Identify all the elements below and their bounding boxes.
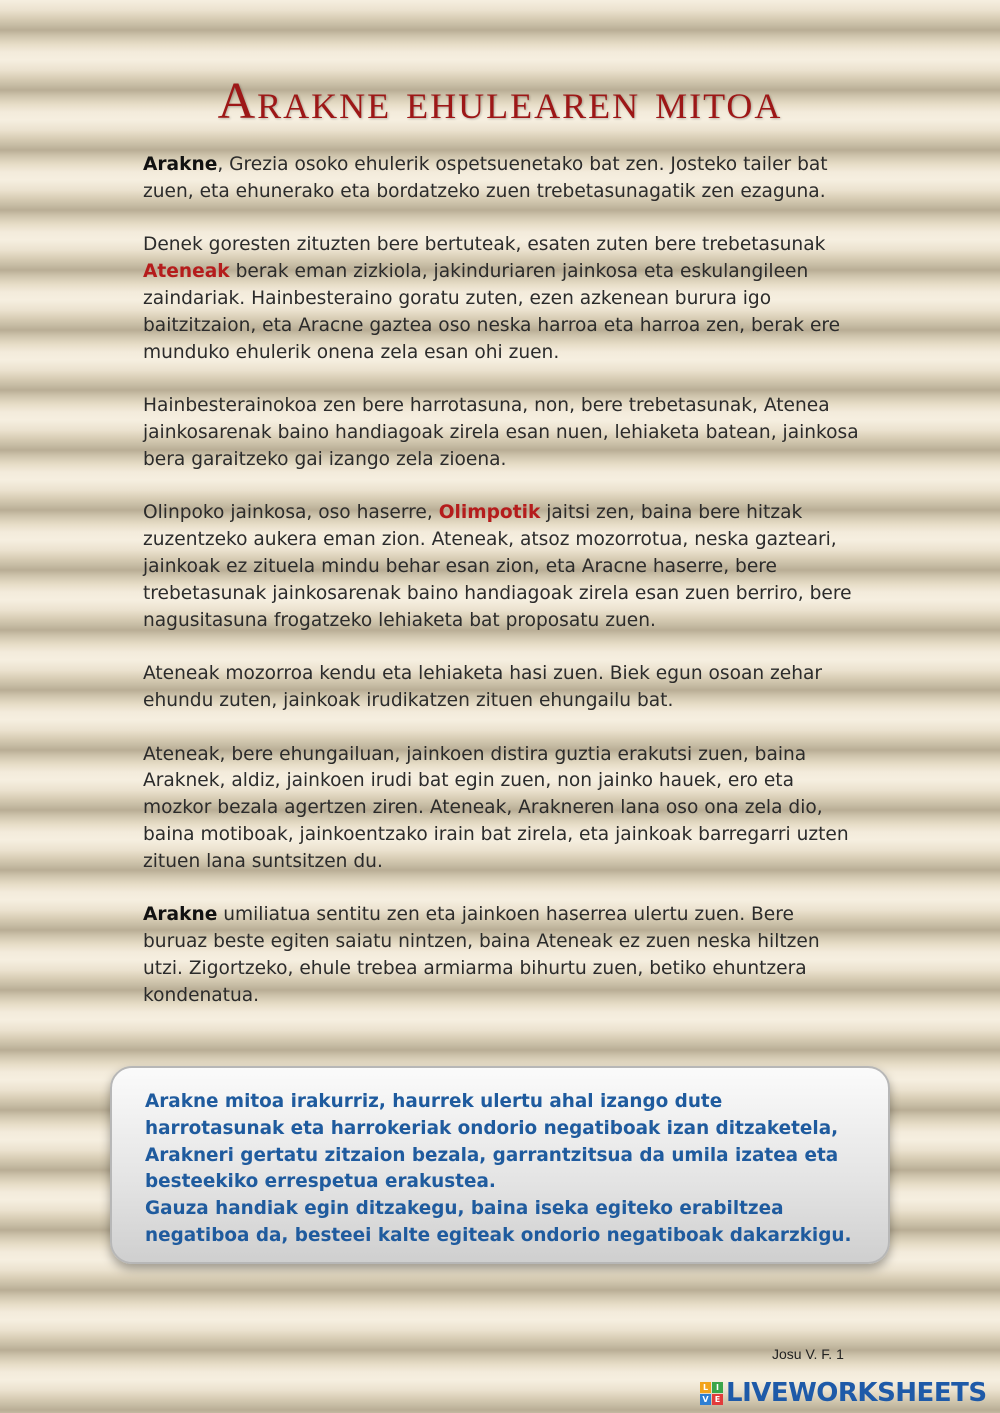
moral-line-2: Gauza handiak egin ditzakegu, baina iseka egiteko erabiltzea negatiboa da, besteei kalte egiteak ondorio negatiboak dakarzkigu.: [145, 1198, 852, 1246]
paragraph-2-text-a: Denek goresten zituzten bere bertuteak, esaten zuten bere trebetasunak: [143, 234, 826, 256]
paragraph-4-text-b: jaitsi zen, baina bere hitzak zuzentzeko aukera eman zion. Ateneak, atsoz mozorrotua, neska gazteari, jainkoak ez zituela mindu behar esan zion, eta Aracne haserre, bere trebetasunak jainkosarenak baino handiagoak zirela esan zuen berriro, bere nagusitasuna frogatzeko lehiaketa bat proposatu zuen.: [143, 502, 852, 631]
logo-letter-l: L: [700, 1382, 711, 1393]
page-title: Arakne ehulearen mitoa: [217, 73, 783, 130]
name-arakne: Arakne: [143, 154, 218, 175]
liveworksheets-logo-icon: [700, 1382, 723, 1405]
logo-letter-i: I: [712, 1382, 723, 1393]
name-arakne-2: Arakne: [143, 904, 218, 926]
liveworksheets-brand-text: LIVEWORKSHEETS: [726, 1378, 987, 1408]
paragraph-5-text: Ateneak mozorroa kendu eta lehiaketa hasi zuen. Biek egun osoan zehar ehundu zuten, jainkoak irudikatzen zituen ehungailu bat.: [143, 663, 823, 711]
moral-box: [110, 1066, 890, 1264]
paragraph-4: [143, 500, 861, 634]
paragraph-7: [143, 902, 861, 1009]
author-credit: Josu V. F. 1: [772, 1346, 844, 1362]
paragraph-3: [143, 393, 861, 473]
liveworksheets-logo[interactable]: [700, 1378, 987, 1408]
paragraph-2: [143, 232, 861, 366]
story-text: [143, 152, 861, 1036]
logo-letter-v: V: [700, 1394, 711, 1405]
paragraph-1: [143, 152, 861, 206]
name-olimpotik: Olimpotik: [438, 502, 541, 524]
paragraph-6: [143, 742, 861, 876]
logo-letter-e: E: [712, 1394, 723, 1405]
paragraph-5: [143, 661, 861, 715]
moral-line-1: Arakne mitoa irakurriz, haurrek ulertu ahal izango dute harrotasunak eta harrokeriak ondorio negatiboak izan ditzaketela, Arakneri gertatu zitzaion bezala, garrantzitsua da umila izatea eta besteekiko errespetua erakustea.: [145, 1091, 839, 1193]
paragraph-2-text-b: berak eman zizkiola, jakinduriaren jainkosa eta eskulangileen zaindariak. Hainbesteraino goratu zuten, ezen azkenean burura igo baitzitzaion, eta Aracne gaztea oso neska harroa eta harroa zen, berak ere munduko ehulerik onena zela esan ohi zuen.: [143, 261, 841, 363]
paragraph-1-text: , Grezia osoko ehulerik ospetsuenetako bat zen. Josteko tailer bat zuen, eta ehunerako eta bordatzeko zuen trebetasunagatik zen ezaguna.: [143, 154, 828, 202]
name-ateneak: Ateneak: [143, 261, 230, 283]
paragraph-4-text-a: Olinpoko jainkosa, oso haserre,: [143, 502, 439, 524]
paragraph-6-text: Ateneak, bere ehungailuan, jainkoen distira guztia erakutsi zuen, baina Araknek, aldiz, jainkoen irudi bat egin zuen, non jainko hauek, ero eta mozkor bezala agertzen ziren. Ateneak, Arakneren lana oso ona zela dio, baina motiboak, jainkoentzako irain bat zirela, eta jainkoak barregarri uzten zituen lana suntsitzen du.: [143, 743, 849, 872]
paragraph-7-text: umiliatua sentitu zen eta jainkoen haserrea ulertu zuen. Bere buruaz beste egiten saiatu nintzen, baina Ateneak ez zuen neska hiltzen utzi. Zigortzeko, ehule trebea armiarma bihurtu zuen, betiko ehuntzera kondenatua.: [143, 904, 820, 1006]
paragraph-3-text: Hainbesterainokoa zen bere harrotasuna, non, bere trebetasunak, Atenea jainkosarenak baino handiagoak zirela esan nuen, lehiaketa batean, jainkosa bera garaitzeko gai izango zela zioena.: [143, 395, 859, 470]
